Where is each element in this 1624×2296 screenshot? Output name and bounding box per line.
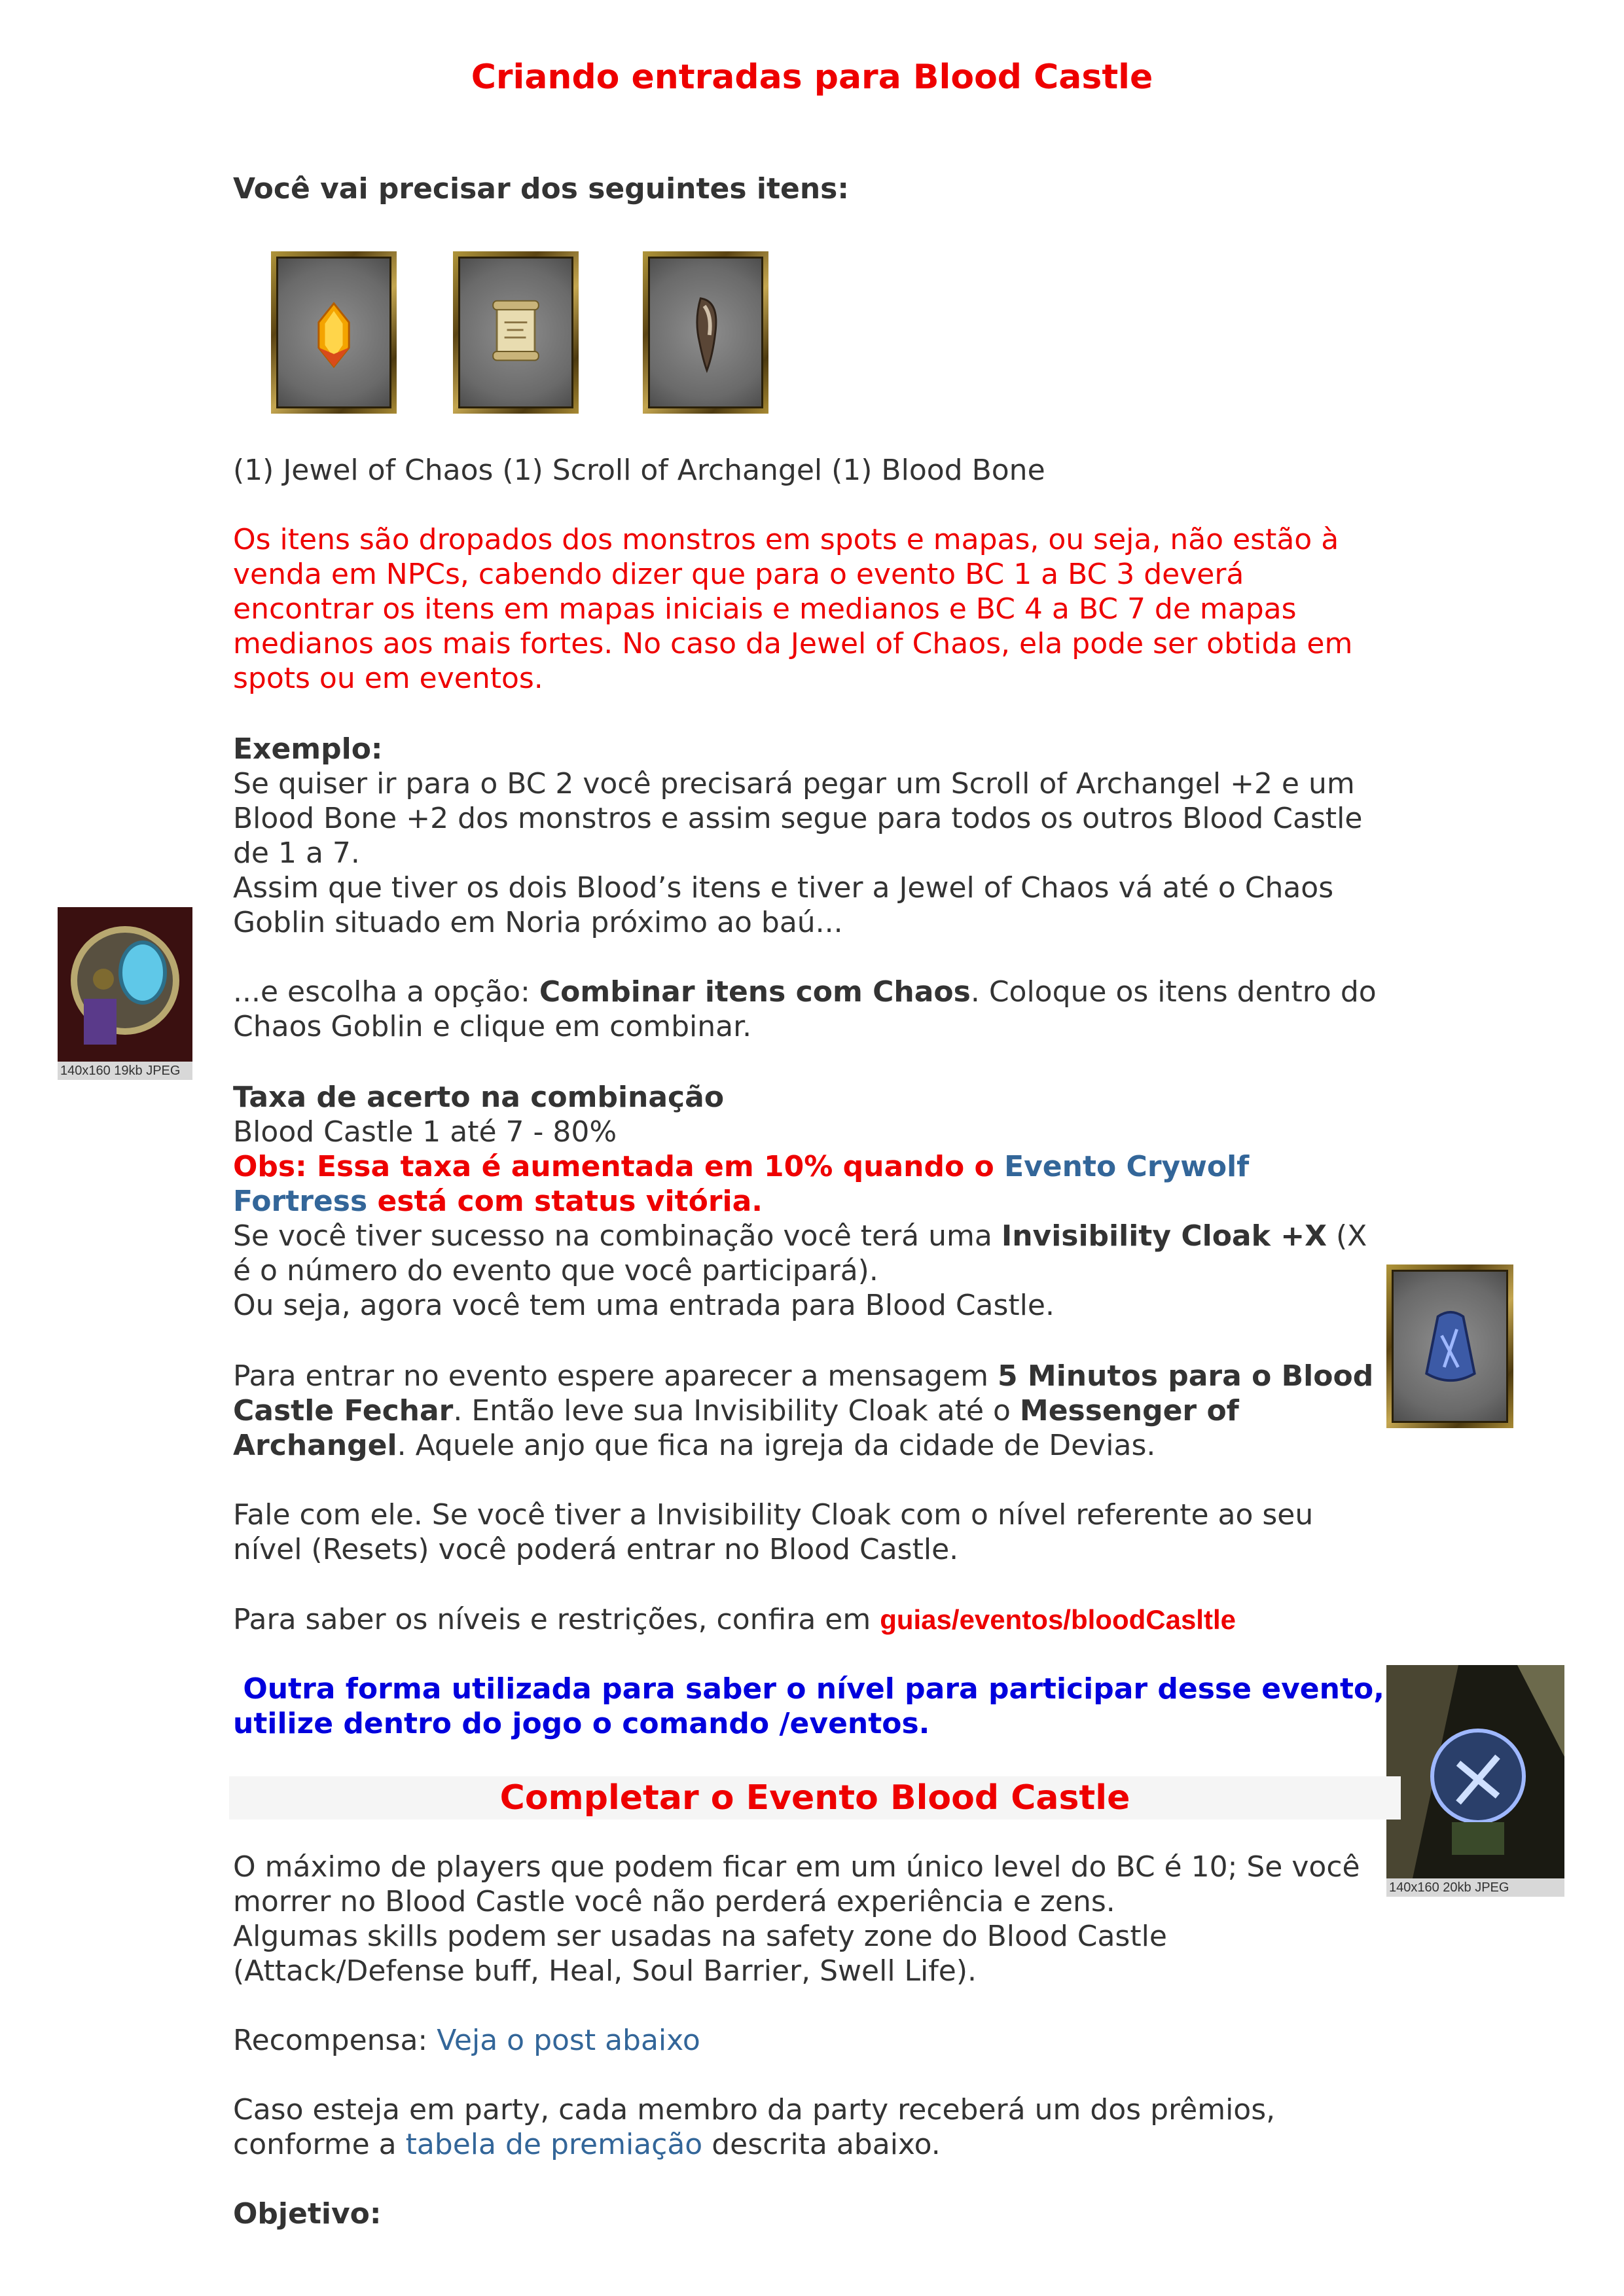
success-line2: é o número do evento que você participará). (233, 1254, 878, 1287)
levels-line: Para saber os níveis e restrições, confira em guias/eventos/bloodCasltle (233, 1603, 1236, 1636)
example-line: Se quiser ir para o BC 2 você precisará pegar um Scroll of Archangel +2 e um (233, 767, 1355, 800)
drop-info-line: medianos aos mais fortes. No caso da Jewel of Chaos, ela pode ser obtida em (233, 627, 1353, 660)
drop-info-line: spots ou em eventos. (233, 662, 543, 695)
drop-info-line: encontrar os itens em mapas iniciais e medianos e BC 4 a BC 7 de mapas (233, 592, 1297, 626)
crywolf-link-2[interactable]: Fortress (233, 1185, 368, 1218)
drop-info (233, 522, 1411, 696)
prize-table-link[interactable]: tabela de premiação (405, 2128, 703, 2161)
example-line: Assim que tiver os dois Blood’s itens e tiver a Jewel of Chaos vá até o Chaos (233, 871, 1334, 905)
drop-info-line: venda em NPCs, cabendo dizer que para o evento BC 1 a BC 3 deverá (233, 558, 1244, 591)
example-section (233, 732, 1411, 1044)
rate-observation: Obs: Essa taxa é aumentada em 10% quando o Evento Crywolf (233, 1150, 1250, 1183)
party-line2: conforme a tabela de premiação descrita abaixo. (233, 2128, 941, 2161)
example-line: Goblin situado em Noria próximo ao baú... (233, 906, 843, 939)
combine-instruction: ...e escolha a opção: Combinar itens com Chaos. Coloque os itens dentro do (233, 975, 1377, 1009)
section-title-complete-event: Completar o Evento Blood Castle (229, 1776, 1401, 1820)
drop-info-line: Os itens são dropados dos monstros em spots e mapas, ou seja, não estão à (233, 523, 1339, 556)
success-line: Se você tiver sucesso na combinação você terá uma Invisibility Cloak +X (X (233, 1219, 1367, 1253)
crywolf-link[interactable]: Evento Crywolf (1004, 1150, 1250, 1183)
enter-section: Para entrar no evento espere aparecer a mensagem 5 Minutos para o Blood Castle Fechar. Então leve sua Invisibility Cloak até o Messenger of Archangel. Aquele anjo que fica na igreja da cidade de Devias. (233, 1359, 1374, 1462)
example-line: Blood Bone +2 dos monstros e assim segue para todos os outros Blood Castle (233, 802, 1363, 835)
talk-section: Fale com ele. Se você tiver a Invisibility Cloak com o nível referente ao seu nível (Resets) você poderá entrar no Blood Castle. (233, 1498, 1314, 1566)
blood-bone-icon (643, 251, 768, 414)
items-caption: (1) Jewel of Chaos (1) Scroll of Archangel (1) Blood Bone (233, 454, 1045, 487)
success-line3: Ou seja, agora você tem uma entrada para Blood Castle. (233, 1289, 1055, 1322)
reward-link[interactable]: Veja o post abaixo (437, 2024, 700, 2057)
chaos-goblin-thumbnail[interactable] (58, 907, 192, 1080)
rate-value: Blood Castle 1 até 7 - 80% (233, 1115, 617, 1149)
combine-option-label: Combinar itens com Chaos (539, 975, 971, 1009)
example-line: de 1 a 7. (233, 836, 360, 870)
blood-castle-guide-link[interactable]: guias/eventos/bloodCasltle (880, 1604, 1236, 1635)
rate-section (233, 1080, 1411, 1323)
rate-heading: Taxa de acerto na combinação (233, 1081, 725, 1114)
messenger-thumbnail-label: 140x160 20kb JPEG (1386, 1878, 1564, 1897)
jewel-of-chaos-icon (271, 251, 397, 414)
combine-instruction-line2: Chaos Goblin e clique em combinar. (233, 1010, 752, 1043)
intro-heading: Você vai precisar dos seguintes itens: (233, 172, 849, 206)
objective-heading: Objetivo: (233, 2197, 382, 2231)
section2-body: O máximo de players que podem ficar em um único level do BC é 10; Se você morrer no Blood Castle você não perderá experiência e zens. Algumas skills podem ser usadas na safety zone do Blood Castle (Attack/Defense buff, Heal, Soul Barrier, Swell Life). Recompensa: Veja o post abaixo Caso esteja em party, cada membro da party receberá um dos prêmios, conforme a tabela de premiação descrita abaixo. Objetivo: (233, 1850, 1411, 2231)
messenger-thumbnail[interactable] (1386, 1665, 1564, 1897)
scroll-of-archangel-icon (453, 251, 579, 414)
example-heading: Exemplo: (233, 732, 383, 766)
other-way-note: Outra forma utilizada para saber o nível para participar desse evento, utilize dentro do jogo o comando /eventos. (233, 1672, 1384, 1740)
page-title: Criando entradas para Blood Castle (471, 58, 1153, 97)
reward-line: Recompensa: Veja o post abaixo (233, 2024, 700, 2057)
chaos-goblin-thumbnail-label: 140x160 19kb JPEG (58, 1062, 192, 1080)
rate-observation-line2: Fortress está com status vitória. (233, 1185, 763, 1218)
